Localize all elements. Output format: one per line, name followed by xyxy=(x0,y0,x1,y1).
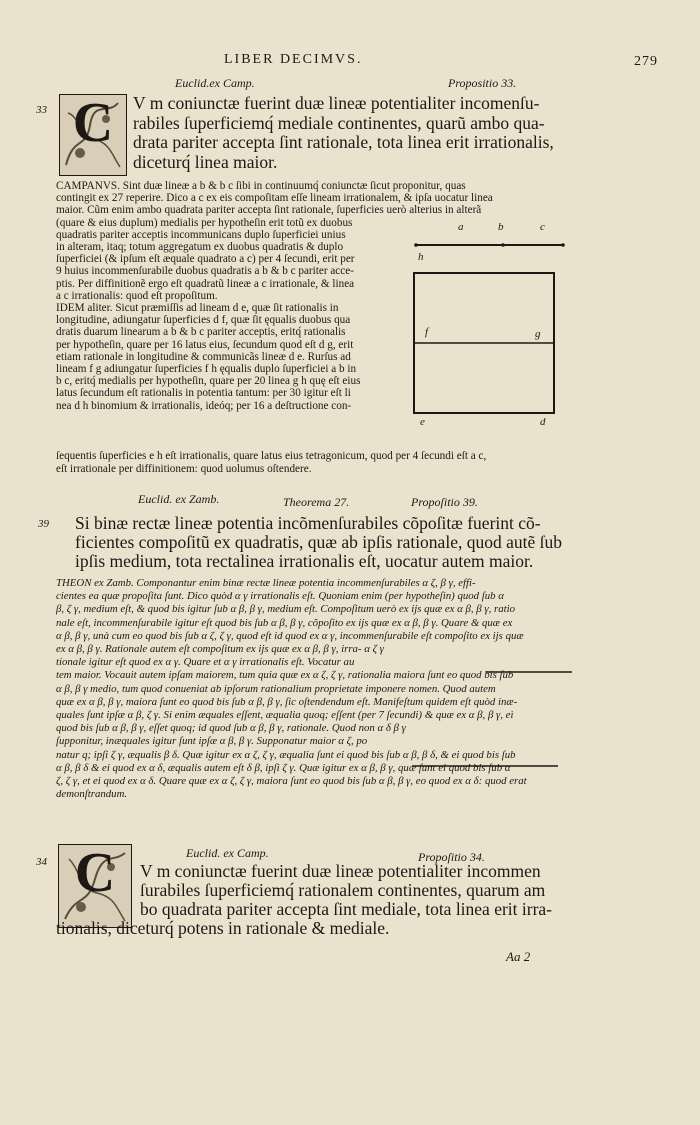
text-line: Si binæ rectæ lineæ potentia incõmenſurabiles cõpoſitæ fuerint cõ- xyxy=(75,514,541,533)
prop34-enunciation-last xyxy=(56,919,596,938)
figure-label-b: b xyxy=(498,221,504,233)
text-line: ipſis medium, tota rectalinea irrationalis eſt, uocatur autem maior. xyxy=(75,552,534,571)
text-line: maior. Cũm enim ambo quadrata pariter accepta ſint rationale, ſuperficies uerò alterius in alterã xyxy=(56,204,482,217)
text-line: tionalis, diceturq́ potens in rationale & mediale. xyxy=(56,919,390,938)
text-line: tionale igitur eſt quod ex α γ. Quare et α γ irrationalis eſt. Vocatur au xyxy=(56,656,355,669)
text-line: natur q; ipſi ζ γ, æqualis β δ. Quæ igitur ex α ζ, ζ γ, æqualia ſunt ei quod bis ſub α β, β δ, & ei quod bis ſub xyxy=(56,748,516,761)
text-line: 9 huius incommenſurabile duobus quadratis a b & b c pariter acce- xyxy=(56,265,354,278)
figure-label-g: g xyxy=(535,328,541,340)
decorated-initial xyxy=(59,94,127,176)
figure-label-c: c xyxy=(540,221,545,233)
decorated-initial xyxy=(58,844,132,928)
text-line: a c irrationalis: quod eſt propoſitum. xyxy=(56,289,218,302)
prop34-enunciation xyxy=(140,862,592,919)
text-line: ficientes compoſitũ ex quadratis, quæ ab ipſis rationale, quod autẽ ſub xyxy=(75,533,562,552)
text-line: IDEM aliter. Sicut præmiſſis ad lineam d e, quæ ſit rationalis in xyxy=(56,302,339,315)
text-line: dratis duarum linearum a b & b c pariter acceptis, eritq́ rationalis xyxy=(56,326,346,339)
theon-line-diagram-1 xyxy=(484,666,574,676)
text-line: α β, β δ & ei quod ex α δ, æqualis autem eſt δ β, ipſi ζ γ. Quæ igitur ex α β, β γ, quæ ſunt ei quod bis ſub α xyxy=(56,761,511,774)
theon-line-diagram-2 xyxy=(410,759,560,769)
prop33-propositio: Propositio 33. xyxy=(448,76,517,90)
page-number: 279 xyxy=(634,54,658,69)
prop34-margin-number: 34 xyxy=(36,856,47,868)
signature-mark: Aa 2 xyxy=(506,949,531,964)
figure-label-f: f xyxy=(425,326,429,338)
text-line: α β, β γ medio, tum quod conueniat ab ipſorum rationalium proprietate imponere nomen. Quod autem xyxy=(56,682,496,695)
text-line: V m coniunctæ fuerint duæ lineæ potentialiter incomenſu- xyxy=(133,94,540,113)
text-line: tem maior. Vocauit autem ipſam maiorem, tum quia quæ ex α ζ, ζ γ, rationalia maiora ſunt eo quod bis ſub xyxy=(56,669,514,682)
text-line: bo quadrata pariter accepta ſint mediale, tota linea erit irra- xyxy=(140,900,553,919)
text-line: ſequentis ſuperficies e h eſt irrationalis, quare latus eius tetragonicum, quod per 4 ſecundi eſt a c, xyxy=(56,450,487,463)
text-line: ſuperficiei (& ipſum eſt æquale quadrato a c) per 4 ſecundi, erit per xyxy=(56,253,355,266)
campanus-commentary-narrow xyxy=(56,217,408,412)
prop39-source: Euclid. ex Zamb. xyxy=(138,492,220,506)
figure-label-h: h xyxy=(418,251,424,263)
prop33-enunciation xyxy=(133,94,596,172)
text-line: quæ ex α β, β γ, maiora ſunt eo quod bis ſub α β, β γ, ſic oſtendendum eſt. Manifeſtum quidem eſt quòd inæ- xyxy=(56,695,518,708)
figure-label-d: d xyxy=(540,416,546,428)
prop34-propositio: Propoſitio 34. xyxy=(418,850,485,864)
campanus-commentary-top xyxy=(56,180,566,217)
initial-letter: C xyxy=(72,94,114,154)
prop39-enunciation xyxy=(75,514,585,571)
prop39-theorema: Theorema 27. xyxy=(283,495,350,509)
text-line: ſurabiles ſuperficiemq́ rationalem continentes, quarum am xyxy=(140,881,546,900)
text-line: nea d h binomium & irrationalis, ideóq; per 16 a deſtructione con- xyxy=(56,399,352,412)
text-line: contingit ex 27 reperire. Dico a c ex eis compoſitam eſſe lineam irrationalem, & ipſa uocatur linea xyxy=(56,192,493,205)
text-line: drata pariter accepta ſint rationale, tota linea erit irrationalis, xyxy=(133,133,554,152)
prop33-source: Euclid.ex Camp. xyxy=(175,76,255,90)
text-line: nale eſt, incommenſurabile igitur eſt quod bis ſub α β, β γ, cõpoſito ex ijs quæ ex α β, β γ. Quare & quæ ex xyxy=(56,616,513,629)
text-line: b c, eritq́ medialis per hypotheſin, quare per 20 linea g h quę eſt eius xyxy=(56,375,361,388)
text-line: per hypotheſin, quare per 16 latus eius, ſecundum quod eſt d g, erit xyxy=(56,338,354,351)
prop39-margin-number: 39 xyxy=(38,518,49,530)
prop34-source: Euclid. ex Camp. xyxy=(186,846,269,860)
text-line: (quare & eius duplum) medialis per hypotheſin erit totũ ex duobus xyxy=(56,216,353,229)
figure-label-a: a xyxy=(458,221,464,233)
text-line: ex α β, β γ. Rationale autem eſt compoſitum ex ijs quæ ex α β, β γ, irra- α ζ γ xyxy=(56,643,384,656)
text-line: latus ſecundum eſt rationalis in potentia tantum: per 30 igitur eſt li xyxy=(56,387,351,400)
text-line: THEON ex Zamb. Componantur enim binæ rectæ lineæ potentia incommenſurabiles α ζ, β γ, effi- xyxy=(56,577,476,589)
text-line: in alteram, itaq; totum aggregatum ex duobus quadratis & duplo xyxy=(56,241,344,253)
text-line: quod bis ſub α β, β γ, eſſet quoq; id quod ſub α β, β γ, rationale. Quod non α δ β γ xyxy=(56,722,406,735)
geometric-figure xyxy=(408,218,578,438)
running-header-title: LIBER DECIMVS. xyxy=(224,52,363,67)
text-line: CAMPANVS. Sint duæ lineæ a b & b c ſibi in continuumq́ coniunctæ ſicut proponitur, quas xyxy=(56,180,466,192)
text-line: rabiles ſuperficiemq́ mediale continentes, quarũ ambo qua- xyxy=(133,113,545,133)
text-line: ζ, ζ γ, et ei quod ex α δ. Quare quæ ex α ζ, ζ γ, maiora ſunt eo quod bis ſub α β, β γ, eo quod ex α δ: quod erat xyxy=(56,775,527,788)
text-line: cientes ea quæ propoſita ſunt. Dico quòd α γ irrationalis eſt. Quoniam enim (per hypotheſin) quod ſub α xyxy=(56,590,504,603)
text-line: eſt irrationale per diffinitionem: quod uolumus oſtendere. xyxy=(56,462,312,475)
text-line: lineam f g adiungatur ſuperficies f h ęqualis duplo ſuperficiei a b in xyxy=(56,363,357,376)
text-line: ſupponitur, inæquales igitur ſunt ipſæ α β, β γ. Supponatur maior α ζ, po xyxy=(56,735,368,748)
figure-label-e: e xyxy=(420,416,425,428)
text-line: α β, β γ, unà cum eo quod bis ſub α ζ, ζ γ, quod eſt id quod ex α γ, incommenſurabile eſt compoſito ex ijs quæ xyxy=(56,629,524,642)
text-line: V m coniunctæ fuerint duæ lineæ potentialiter incommen xyxy=(140,862,541,881)
text-line: demonſtrandum. xyxy=(56,788,128,801)
text-line: diceturq́ linea maior. xyxy=(133,152,278,172)
text-line: quales ſunt ipſæ α β, ζ γ. Si enim æquales eſſent, æqualia quoq; eſſent (per 7 ſecundi) & quæ ex α β, β γ, eì xyxy=(56,709,514,722)
text-line: β, ζ γ, medium eſt, & quod bis igitur ſub α β, β γ, medium eſt. Compoſitum uerò ex ijs quæ ex α β, β γ, ratio xyxy=(56,603,516,616)
text-line: ptis. Per diffinitionẽ ergo eſt quadratũ lineæ a c irrationale, & linea xyxy=(56,277,355,290)
text-line: etiam rationale in longitudine & communicãs lineæ d e. Rurſus ad xyxy=(56,350,351,363)
initial-letter: C xyxy=(74,844,116,904)
text-line: longitudine, adiungatur ſuperficies d f, quæ ſit ęqualis duobus qua xyxy=(56,314,351,327)
prop33-margin-number: 33 xyxy=(36,104,47,116)
prop39-propositio: Propoſitio 39. xyxy=(411,495,478,509)
text-line: quadratis pariter acceptis incommunicans duplo ſuperficiei unius xyxy=(56,228,346,241)
campanus-commentary-bottom xyxy=(56,450,566,474)
